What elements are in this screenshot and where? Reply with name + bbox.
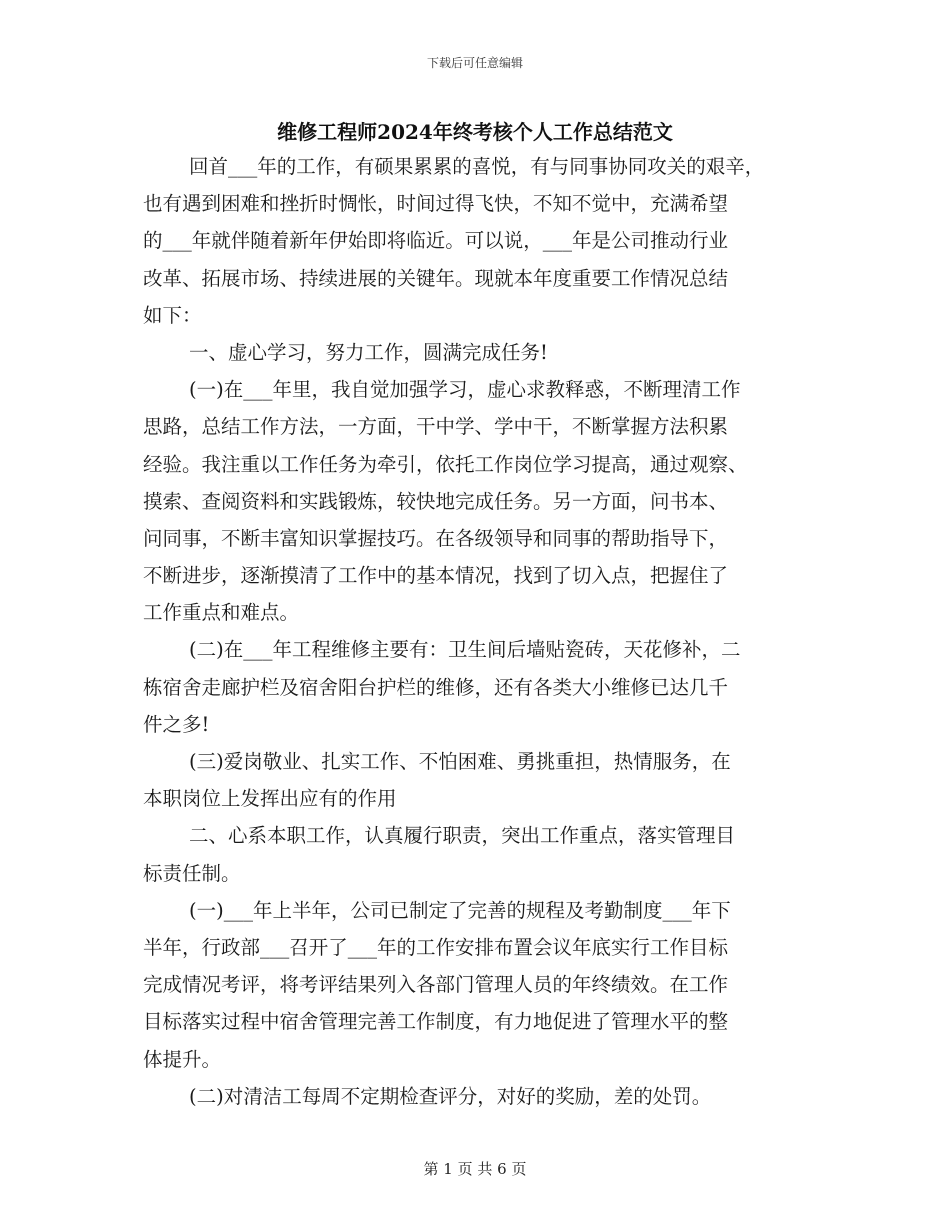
paragraph-line: (一)___年上半年，公司已制定了完善的规程及考勤制度___年下: [189, 898, 731, 922]
document-title: 维修工程师2024年终考核个人工作总结范文: [277, 120, 673, 144]
document-body: [143, 148, 808, 1115]
paragraph-line: (一)在___年里，我自觉加强学习，虚心求教释惑，不断理清工作: [189, 378, 741, 402]
section-heading: 一、虚心学习，努力工作，圆满完成任务!: [189, 340, 548, 364]
page-number: 第 1 页 共 6 页: [423, 1160, 527, 1178]
paragraph-line: 体提升。: [143, 1047, 222, 1071]
paragraph-line: 半年，行政部___召开了___年的工作安排布置会议年底实行工作目标: [143, 935, 729, 959]
section-heading: 二、心系本职工作，认真履行职责，突出工作重点，落实管理目: [189, 824, 736, 848]
paragraph-line: 改革、拓展市场、持续进展的关键年。现就本年度重要工作情况总结: [143, 266, 729, 290]
paragraph-line: 思路，总结工作方法，一方面，干中学、学中干，不断掌握方法积累: [143, 415, 729, 439]
paragraph-line: 也有遇到困难和挫折时惆怅，时间过得飞快，不知不觉中，充满希望: [143, 192, 729, 216]
paragraph-line: 目标落实过程中宿舍管理完善工作制度，有力地促进了管理水平的整: [143, 1010, 729, 1034]
paragraph-line: 完成情况考评，将考评结果列入各部门管理人员的年终绩效。在工作: [143, 973, 729, 997]
paragraph-line: 经验。我注重以工作任务为牵引，依托工作岗位学习提高，通过观察、: [143, 452, 748, 476]
paragraph-line: 回首___年的工作，有硕果累累的喜悦，有与同事协同攻关的艰辛，: [189, 155, 765, 178]
paragraph-line: 本职岗位上发挥出应有的作用: [143, 787, 397, 811]
paragraph-line: 工作重点和难点。: [143, 601, 300, 625]
paragraph-line: 摸索、查阅资料和实践锻炼，较快地完成任务。另一方面，问书本、: [143, 489, 729, 513]
paragraph-line: 栋宿舍走廊护栏及宿舍阳台护栏的维修，还有各类大小维修已达几千: [143, 675, 729, 699]
header-note: 下载后可任意编辑: [426, 56, 523, 70]
paragraph-line: 问同事，不断丰富知识掌握技巧。在各级领导和同事的帮助指导下，: [143, 526, 729, 550]
paragraph-line: 不断进步，逐渐摸清了工作中的基本情况，找到了切入点，把握住了: [143, 564, 729, 588]
paragraph-line: 的___年就伴随着新年伊始即将临近。可以说，___年是公司推动行业: [143, 229, 729, 253]
paragraph-line: 如下：: [143, 303, 202, 327]
paragraph-line: 件之多!: [143, 712, 210, 736]
paragraph-line: (二)对清洁工每周不定期检查评分，对好的奖励，差的处罚。: [189, 1084, 712, 1108]
paragraph-line: 标责任制。: [143, 861, 241, 885]
paragraph-line: (三)爱岗敬业、扎实工作、不怕困难、勇挑重担，热情服务，在: [189, 750, 731, 773]
paragraph-line: (二)在___年工程维修主要有：卫生间后墙贴瓷砖，天花修补，二: [189, 638, 741, 662]
